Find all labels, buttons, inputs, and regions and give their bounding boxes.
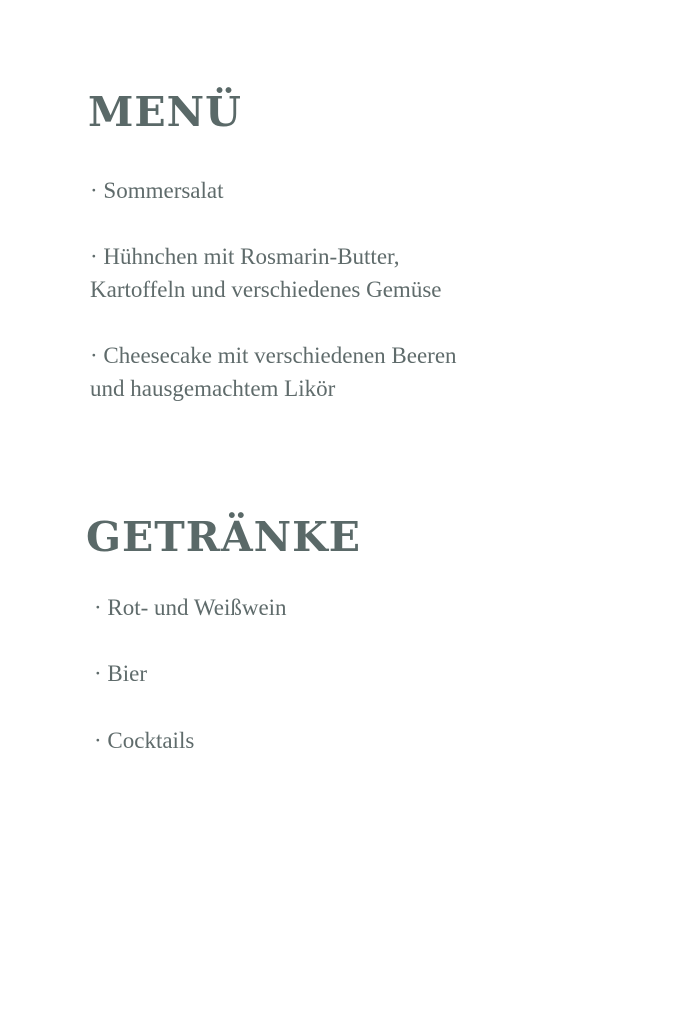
menu-item-starter (90, 174, 224, 207)
drinks-heading: GETRÄNKE (86, 513, 362, 561)
menu-item-line: Kartoffeln und verschiedenes Gemüse (90, 277, 442, 302)
drinks-item-beer (94, 657, 147, 690)
drinks-item-line: · Cocktails (94, 728, 195, 753)
menu-item-line: · Hühnchen mit Rosmarin-Butter, (90, 244, 400, 269)
menu-item-line: · Cheesecake mit verschiedenen Beeren (90, 343, 457, 368)
drinks-item-cocktails (94, 724, 194, 757)
menu-item-dessert (90, 339, 457, 405)
menu-item-main-course (90, 240, 441, 306)
menu-item-line: · Sommersalat (90, 178, 224, 203)
drinks-item-wine (94, 591, 287, 624)
drinks-item-line: · Bier (94, 661, 148, 686)
menu-item-line: und hausgemachtem Likör (90, 376, 336, 401)
drinks-item-line: · Rot- und Weißwein (94, 595, 287, 620)
menu-heading: MENÜ (88, 88, 242, 136)
